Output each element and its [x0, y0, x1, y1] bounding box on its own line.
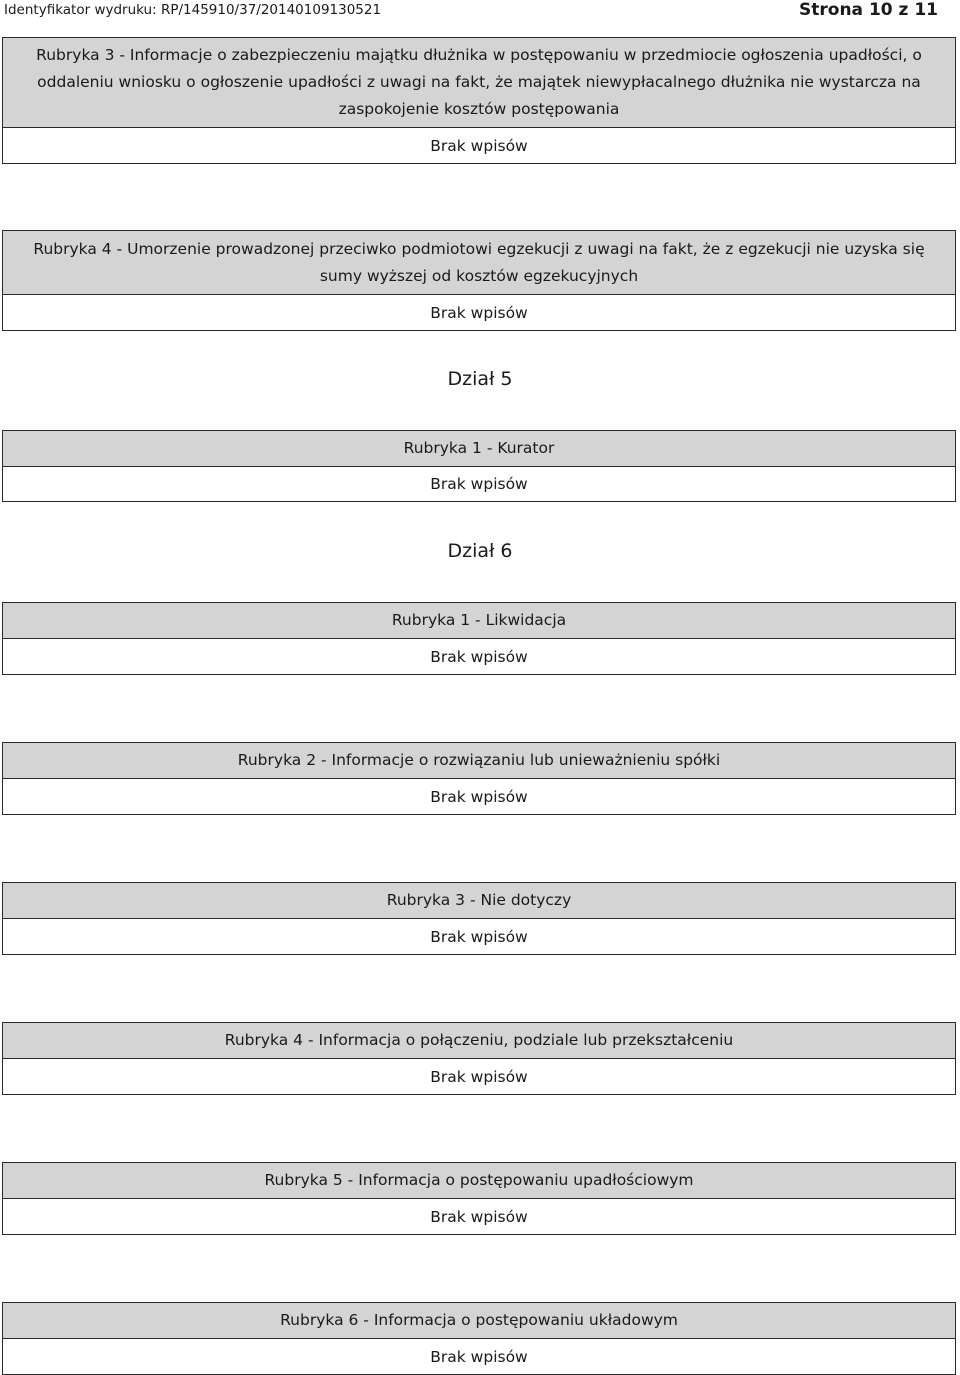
rubryka-4-title-line: Rubryka 4 - Umorzenie prowadzonej przeciwko podmiotowi egzekucji z uwagi na fakt, że z egzekucji nie uzyska się	[33, 239, 925, 258]
dzial-6-rubryka-5-body: Brak wpisów	[430, 1207, 528, 1226]
rubryka-4-title-line: sumy wyższej od kosztów egzekucyjnych	[319, 266, 639, 285]
dzial-6-rubryka-6-body: Brak wpisów	[430, 1347, 528, 1366]
dzial-5-rubryka-1-header: Rubryka 1 - Kurator	[3, 431, 955, 467]
section-title-dzial-6: Dział 6	[447, 540, 513, 562]
dzial-6-rubryka-1-header: Rubryka 1 - Likwidacja	[3, 603, 955, 639]
rubryka-3-header	[3, 38, 955, 128]
rubryka-4-header	[3, 231, 955, 295]
dzial-6-rubryka-5-header: Rubryka 5 - Informacja o postępowaniu upadłościowym	[3, 1163, 955, 1199]
dzial-6-rubryka-3-body: Brak wpisów	[430, 927, 528, 946]
page-number: Strona 10 z 11	[799, 0, 938, 20]
print-identifier: Identyfikator wydruku: RP/145910/37/20140109130521	[4, 2, 382, 18]
rubryka-4-body: Brak wpisów	[430, 303, 528, 322]
dzial-6-rubryka-4-box	[2, 1022, 956, 1095]
section-title-dzial-5: Dział 5	[447, 368, 513, 390]
dzial-6-rubryka-3-header: Rubryka 3 - Nie dotyczy	[3, 883, 955, 919]
dzial-6-rubryka-3-box	[2, 882, 956, 955]
rubryka-3-title-line: Rubryka 3 - Informacje o zabezpieczeniu majątku dłużnika w postępowaniu w przedmiocie ogłoszenia upadłości, o	[36, 46, 922, 64]
rubryka-3-title-line: zaspokojenie kosztów postępowania	[338, 100, 620, 118]
dzial-6-rubryka-6-box	[2, 1302, 956, 1375]
dzial-6-rubryka-2-body: Brak wpisów	[430, 787, 528, 806]
dzial-6-rubryka-2-header: Rubryka 2 - Informacje o rozwiązaniu lub unieważnieniu spółki	[3, 743, 955, 779]
dzial-5-rubryka-1-box	[2, 430, 956, 502]
dzial-6-rubryka-2-box	[2, 742, 956, 815]
rubryka-3-body: Brak wpisów	[430, 136, 528, 155]
dzial-6-rubryka-1-box	[2, 602, 956, 675]
rubryka-3-title-line: oddaleniu wniosku o ogłoszenie upadłości z uwagi na fakt, że majątek niewypłacalnego dłużnika nie wystarcza na	[37, 73, 921, 91]
dzial-5-rubryka-1-body: Brak wpisów	[430, 475, 528, 493]
dzial-6-rubryka-5-box	[2, 1162, 956, 1235]
rubryka-4-box	[2, 230, 956, 331]
dzial-6-rubryka-4-header: Rubryka 4 - Informacja o połączeniu, podziale lub przekształceniu	[3, 1023, 955, 1059]
rubryka-3-box	[2, 37, 956, 164]
dzial-6-rubryka-6-header: Rubryka 6 - Informacja o postępowaniu układowym	[3, 1303, 955, 1339]
dzial-6-rubryka-4-body: Brak wpisów	[430, 1067, 528, 1086]
dzial-6-rubryka-1-body: Brak wpisów	[430, 647, 528, 666]
